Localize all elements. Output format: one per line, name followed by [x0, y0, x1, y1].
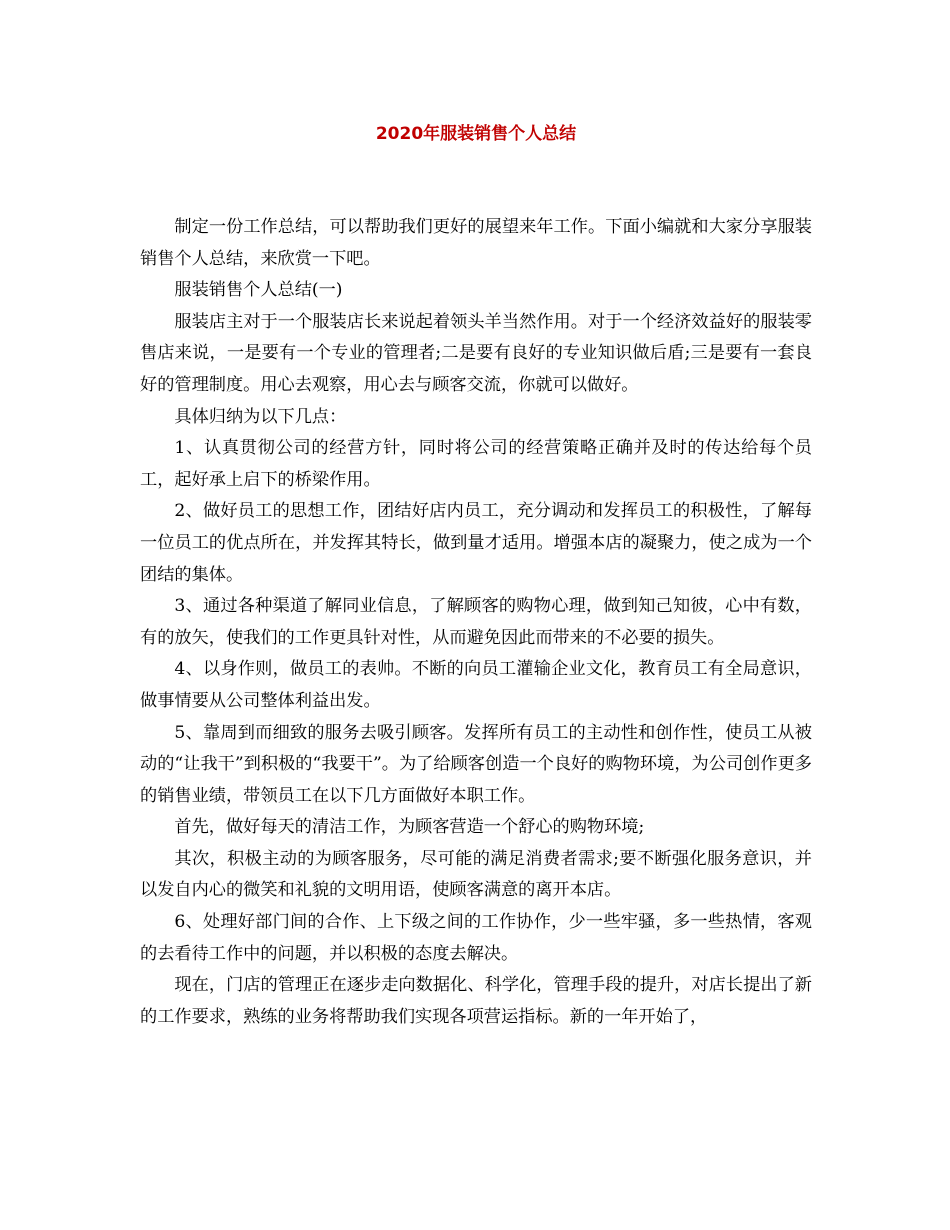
- list-item-2: 2、做好员工的思想工作，团结好店内员工，充分调动和发挥员工的积极性，了解每一位员工的优点所在，并发挥其特长，做到量才适用。增强本店的凝聚力，使之成为一个团结的集体。: [140, 501, 812, 585]
- paragraph-closing: 现在，门店的管理正在逐步走向数据化、科学化，管理手段的提升，对店长提出了新的工作要求，熟练的业务将帮助我们实现各项营运指标。新的一年开始了，: [140, 975, 812, 1027]
- document-page: [140, 0, 812, 1033]
- list-item-5: 5、靠周到而细致的服务去吸引顾客。发挥所有员工的主动性和创作性，使员工从被动的“让我干”到积极的“我要干”。为了给顾客创造一个良好的购物环境，为公司创作更多的销售业绩，带领员工在以下几方面做好本职工作。: [140, 722, 812, 806]
- list-item-3: 3、通过各种渠道了解同业信息，了解顾客的购物心理，做到知己知彼，心中有数，有的放矢，使我们的工作更具针对性，从而避免因此而带来的不必要的损失。: [140, 596, 812, 648]
- paragraph-first: 首先，做好每天的清洁工作，为顾客营造一个舒心的购物环境;: [174, 817, 645, 838]
- paragraph-overview: 服装店主对于一个服装店长来说起着领头羊当然作用。对于一个经济效益好的服装零售店来说，一是要有一个专业的管理者;二是要有良好的专业知识做后盾;三是要有一套良好的管理制度。用心去观察，用心去与顾客交流，你就可以做好。: [140, 311, 812, 395]
- list-item-4: 4、以身作则，做员工的表帅。不断的向员工灌输企业文化，教育员工有全局意识，做事情要从公司整体利益出发。: [140, 659, 812, 711]
- paragraph-intro: 制定一份工作总结，可以帮助我们更好的展望来年工作。下面小编就和大家分享服装销售个人总结，来欣赏一下吧。: [140, 217, 812, 269]
- list-item-1: 1、认真贯彻公司的经营方针，同时将公司的经营策略正确并及时的传达给每个员工，起好承上启下的桥梁作用。: [140, 438, 812, 490]
- paragraph-points-lead: 具体归纳为以下几点：: [174, 406, 347, 427]
- paragraph-second: 其次，积极主动的为顾客服务，尽可能的满足消费者需求;要不断强化服务意识，并以发自内心的微笑和礼貌的文明用语，使顾客满意的离开本店。: [140, 848, 812, 901]
- section-heading: 服装销售个人总结(一): [174, 280, 343, 301]
- document-title: 2020年服装销售个人总结: [375, 124, 577, 144]
- list-item-6: 6、处理好部门间的合作、上下级之间的工作协作，少一些牢骚，多一些热情，客观的去看待工作中的问题，并以积极的态度去解决。: [140, 912, 812, 964]
- document-body: [140, 212, 812, 1033]
